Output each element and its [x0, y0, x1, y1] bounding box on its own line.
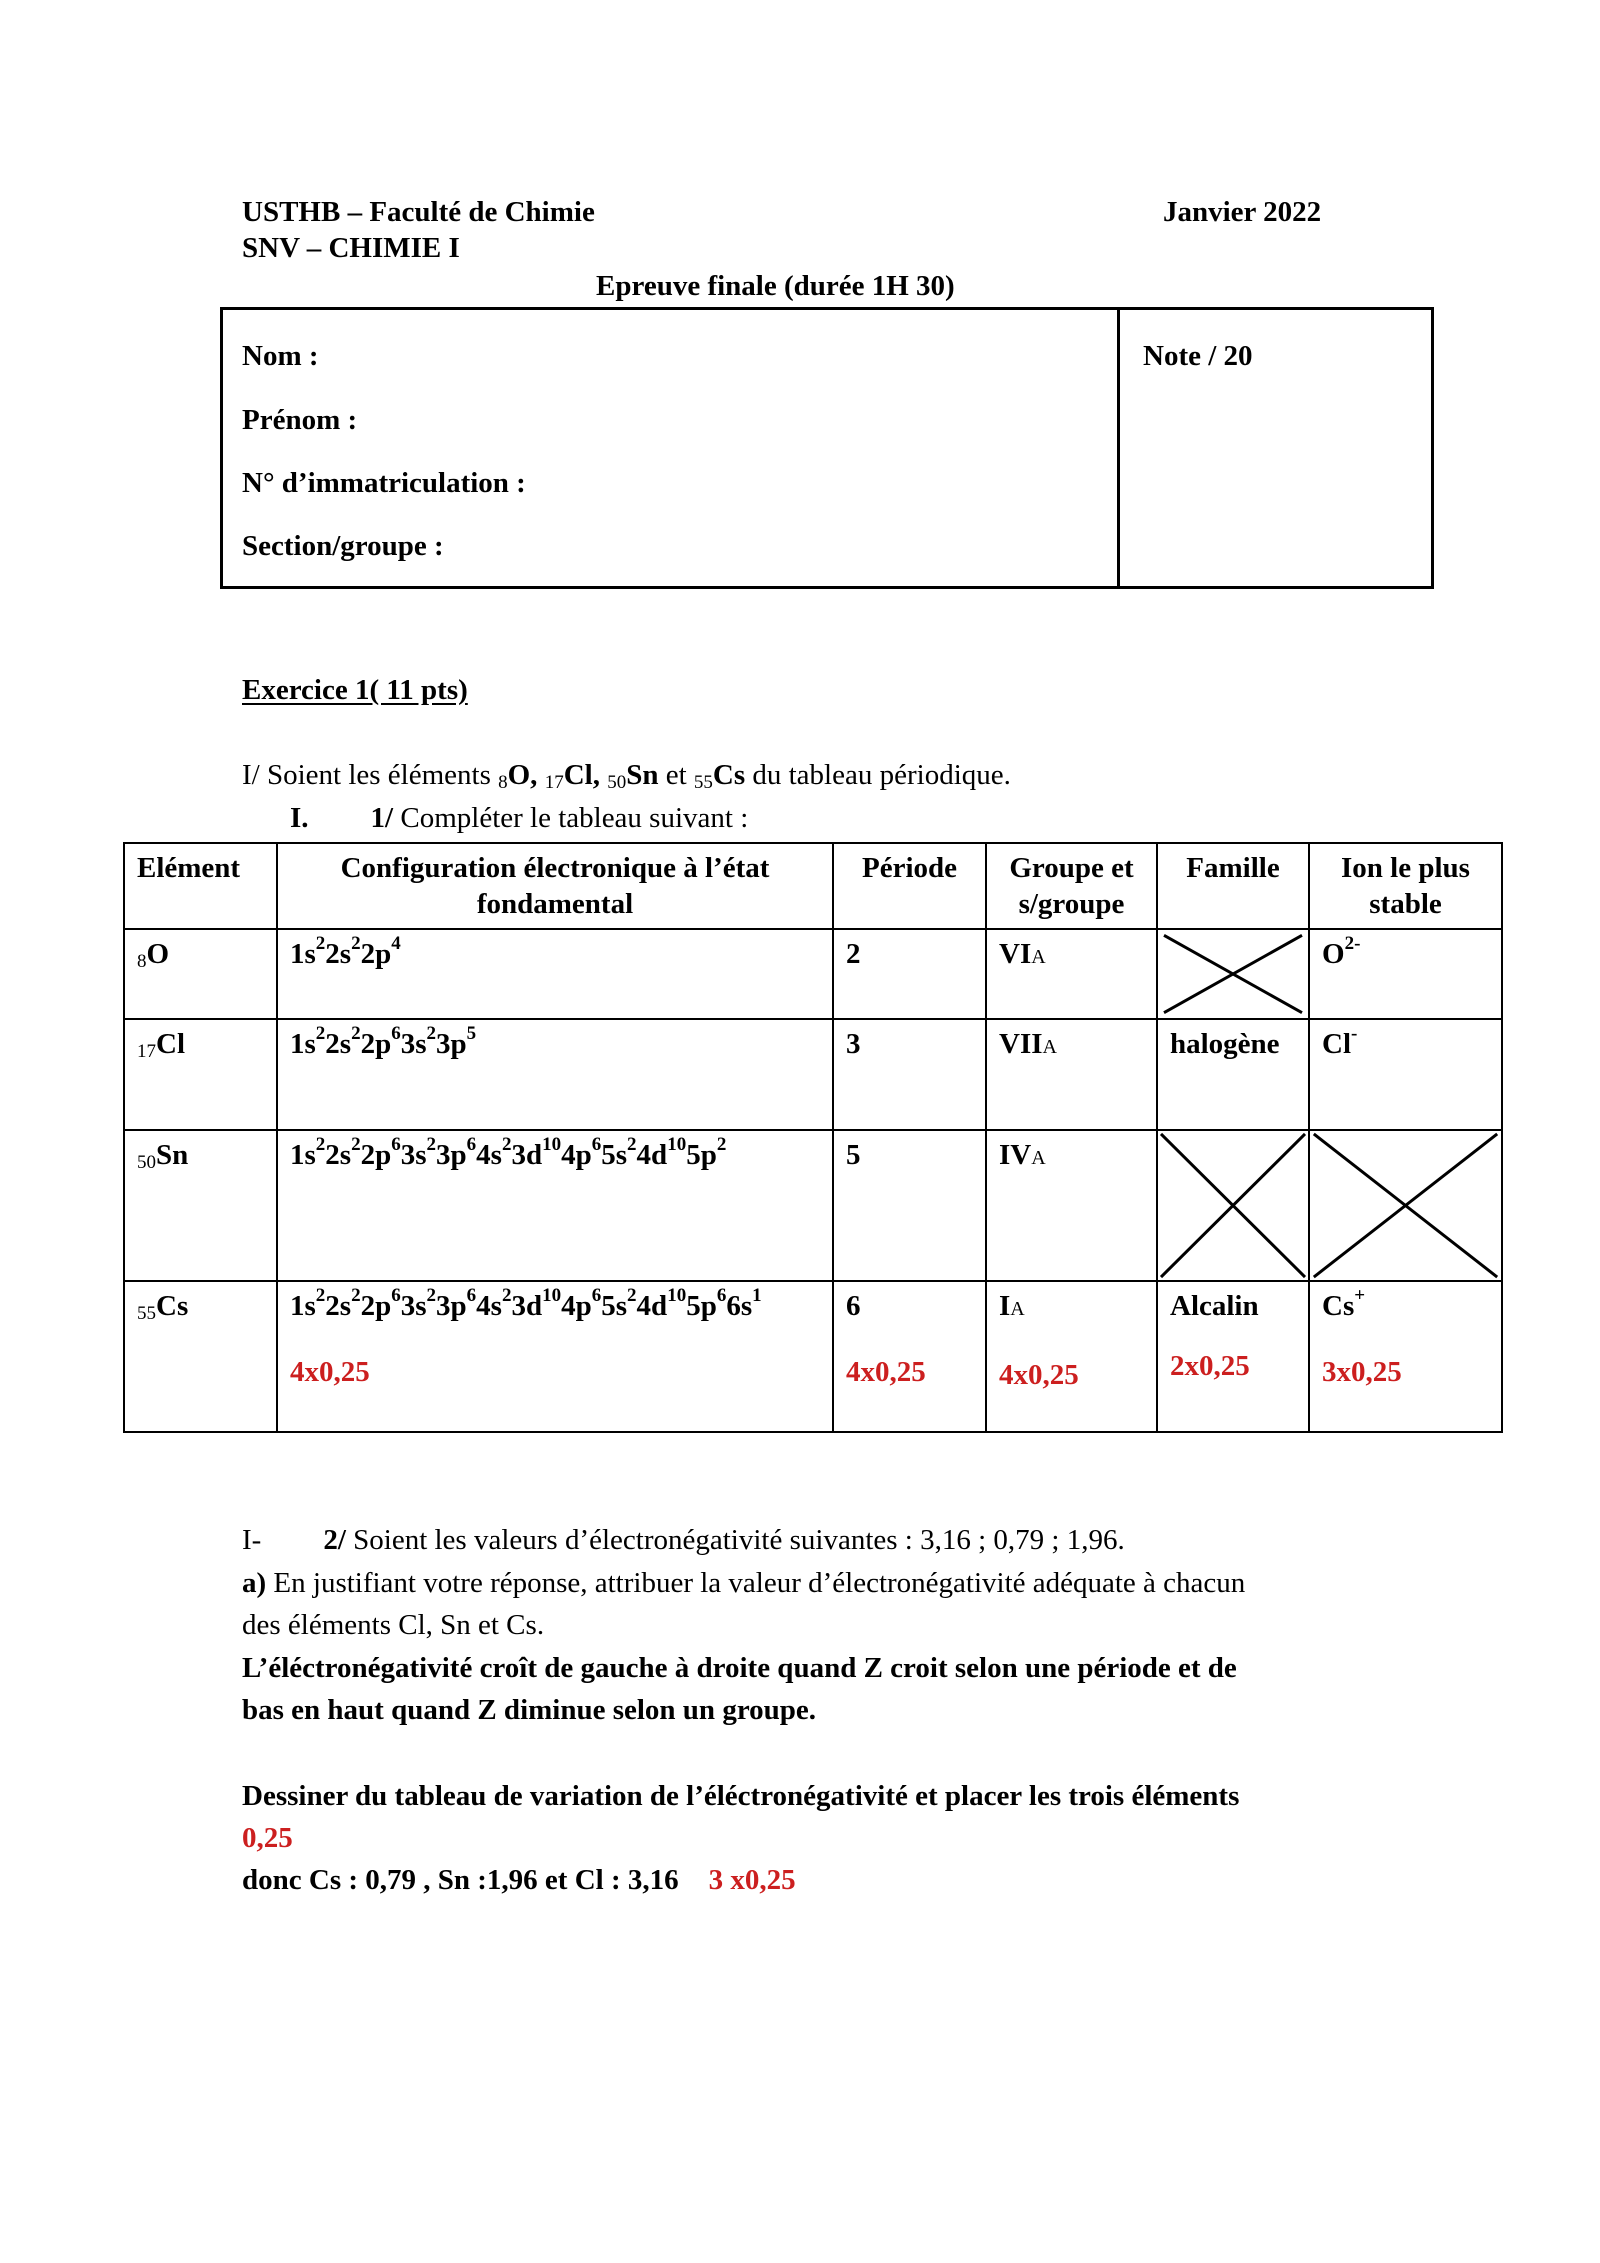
question-2a-continued: des éléments Cl, Sn et Cs. [242, 1609, 545, 1641]
famille-cell: halogène [1157, 1019, 1309, 1130]
cross-out-mark [1158, 1131, 1308, 1280]
periode-cell: 5 [833, 1130, 986, 1281]
orbital-term: 5p [686, 1290, 717, 1322]
element-table [123, 842, 1503, 1433]
answer-line-2: bas en haut quand Z diminue selon un groupe. [242, 1694, 817, 1726]
ion-cell: Cl- [1309, 1019, 1502, 1130]
score-groupe: 4x0,25 [999, 1359, 1079, 1391]
element-cell: $_{55}$Cs [124, 1281, 277, 1432]
table-row [124, 1281, 1502, 1432]
element-cell: $_{50}$Sn [124, 1130, 277, 1281]
periode-cell: 6 4x0,25 [833, 1281, 986, 1432]
table-row [124, 929, 1502, 1019]
ion-cell-crossed [1309, 1130, 1502, 1281]
orbital-term: 1s [290, 1139, 316, 1171]
orbital-term: 2p [360, 1290, 392, 1322]
question-2a: a) En justifiant votre réponse, attribuer la valeur d’électronégativité adéquate à chacun [242, 1567, 1246, 1599]
table-header-row [124, 843, 1502, 929]
orbital-occupancy: 2 [426, 1134, 437, 1155]
answer-line-4: donc Cs : 0,79 , Sn :1,96 et Cl : 3,16 3 x0,25 [242, 1864, 796, 1896]
question-1: I. 1/ Compléter le tableau suivant : [290, 802, 749, 834]
orbital-term: 2p [360, 1028, 392, 1060]
exam-date: Janvier 2022 [1163, 196, 1322, 228]
orbital-term: 2s [325, 1028, 352, 1060]
groupe-cell: IVA [986, 1130, 1157, 1281]
orbital-occupancy: 5 [466, 1023, 477, 1044]
groupe-cell: VIA [986, 929, 1157, 1019]
config-cell [277, 1281, 833, 1432]
orbital-occupancy: 6 [391, 1023, 401, 1044]
orbital-occupancy: 2 [501, 1285, 512, 1306]
config-cell [277, 929, 833, 1019]
orbital-occupancy: 10 [667, 1134, 687, 1155]
answer-line-4-score: 3 x0,25 [708, 1864, 796, 1896]
score-ion: 3x0,25 [1322, 1356, 1402, 1388]
course: SNV – CHIMIE I [242, 232, 460, 264]
table-row [124, 1019, 1502, 1130]
periode-cell: 3 [833, 1019, 986, 1130]
table-row [124, 1130, 1502, 1281]
orbital-occupancy: 6 [466, 1285, 477, 1306]
header-famille: Famille [1157, 843, 1309, 929]
orbital-occupancy: 6 [716, 1285, 727, 1306]
header-config: Configuration électronique à l’état fondamental [277, 843, 833, 929]
orbital-term: 4d [636, 1139, 668, 1171]
famille-cell-crossed [1157, 929, 1309, 1019]
periode-cell: 2 [833, 929, 986, 1019]
orbital-occupancy: 2 [315, 1285, 326, 1306]
header-ion: Ion le plus stable [1309, 843, 1502, 929]
nom-label: Nom : [242, 340, 319, 372]
cross-out-mark [1158, 930, 1308, 1018]
orbital-term: 3p [436, 1290, 467, 1322]
exam-title: Epreuve finale (durée 1H 30) [596, 270, 955, 302]
famille-cell-crossed [1157, 1130, 1309, 1281]
orbital-term: 1s [290, 1290, 316, 1322]
orbital-term: 3p [436, 1139, 467, 1171]
orbital-occupancy: 6 [391, 1285, 401, 1306]
orbital-occupancy: 4 [391, 933, 401, 954]
ion-cell: Cs+ 3x0,25 [1309, 1281, 1502, 1432]
orbital-term: 2s [325, 938, 352, 970]
orbital-occupancy: 10 [542, 1285, 562, 1306]
answer-line-3-score: 0,25 [242, 1822, 293, 1854]
orbital-term: 3s [400, 1290, 427, 1322]
score-periode: 4x0,25 [846, 1356, 926, 1388]
orbital-occupancy: 6 [391, 1134, 401, 1155]
orbital-occupancy: 2 [315, 1134, 326, 1155]
answer-line-1: L’éléctronégativité croît de gauche à droite quand Z croit selon une période et de [242, 1652, 1237, 1684]
groupe-cell: IA 4x0,25 [986, 1281, 1157, 1432]
orbital-term: 3s [400, 1028, 427, 1060]
identity-box-divider [1117, 307, 1120, 589]
answer-line-3: Dessiner du tableau de variation de l’éléctronégativité et placer les trois éléments [242, 1780, 1240, 1812]
orbital-occupancy: 2 [351, 1023, 361, 1044]
orbital-occupancy: 6 [466, 1134, 477, 1155]
orbital-occupancy: 1 [752, 1285, 762, 1306]
institution: USTHB – Faculté de Chimie [242, 196, 595, 228]
famille-cell: Alcalin 2x0,25 [1157, 1281, 1309, 1432]
orbital-term: 4p [561, 1139, 592, 1171]
orbital-term: 5s [601, 1139, 628, 1171]
orbital-occupancy: 2 [351, 1285, 361, 1306]
score-famille: 2x0,25 [1170, 1350, 1250, 1382]
orbital-occupancy: 6 [591, 1285, 602, 1306]
orbital-term: 3d [511, 1290, 543, 1322]
note-label: Note / 20 [1143, 340, 1253, 372]
section-label: Section/groupe : [242, 530, 444, 562]
config-cell [277, 1130, 833, 1281]
exercise-intro: I/ Soient les éléments $_8$O, $_{17}$Cl, $_{50}$Sn et $_{55}$Cs du tableau périodique. [242, 759, 1011, 793]
orbital-term: 1s [290, 1028, 316, 1060]
orbital-term: 2s [325, 1139, 352, 1171]
orbital-term: 4s [476, 1139, 502, 1171]
element-cell: $_8$O [124, 929, 277, 1019]
orbital-term: 4d [636, 1290, 668, 1322]
cross-out-mark [1310, 1131, 1501, 1280]
orbital-term: 1s [290, 938, 316, 970]
orbital-occupancy: 2 [716, 1134, 727, 1155]
orbital-term: 6s [726, 1290, 753, 1322]
groupe-cell: VIIA [986, 1019, 1157, 1130]
orbital-occupancy: 2 [315, 1023, 326, 1044]
orbital-term: 2p [360, 1139, 392, 1171]
orbital-term: 5s [601, 1290, 628, 1322]
orbital-term: 3s [400, 1139, 427, 1171]
config-cell [277, 1019, 833, 1130]
score-config: 4x0,25 [290, 1356, 370, 1388]
orbital-occupancy: 2 [426, 1285, 437, 1306]
orbital-occupancy: 2 [627, 1134, 637, 1155]
orbital-term: 5p [686, 1139, 717, 1171]
orbital-occupancy: 2 [351, 1134, 361, 1155]
orbital-term: 2p [360, 938, 392, 970]
ion-cell: $O^{2-}$ [1309, 929, 1502, 1019]
orbital-occupancy: 10 [542, 1134, 562, 1155]
orbital-term: 4s [476, 1290, 502, 1322]
question-2: I- 2/ Soient les valeurs d’électronégativité suivantes : 3,16 ; 0,79 ; 1,96. [242, 1524, 1125, 1556]
orbital-occupancy: 10 [667, 1285, 687, 1306]
orbital-occupancy: 2 [627, 1285, 637, 1306]
header-periode: Période [833, 843, 986, 929]
exercise-title: Exercice 1( 11 pts) [242, 674, 468, 706]
orbital-term: 3d [511, 1139, 543, 1171]
orbital-term: 2s [325, 1290, 352, 1322]
orbital-occupancy: 6 [591, 1134, 602, 1155]
orbital-occupancy: 2 [315, 933, 326, 954]
element-cell: $_{17}$Cl [124, 1019, 277, 1130]
orbital-occupancy: 2 [426, 1023, 437, 1044]
orbital-term: 3p [436, 1028, 467, 1060]
immatriculation-label: N° d’immatriculation : [242, 467, 526, 499]
prenom-label: Prénom : [242, 404, 358, 436]
orbital-occupancy: 2 [501, 1134, 512, 1155]
orbital-term: 4p [561, 1290, 592, 1322]
header-groupe: Groupe et s/groupe [986, 843, 1157, 929]
header-element: Elément [124, 843, 277, 929]
orbital-occupancy: 2 [351, 933, 361, 954]
